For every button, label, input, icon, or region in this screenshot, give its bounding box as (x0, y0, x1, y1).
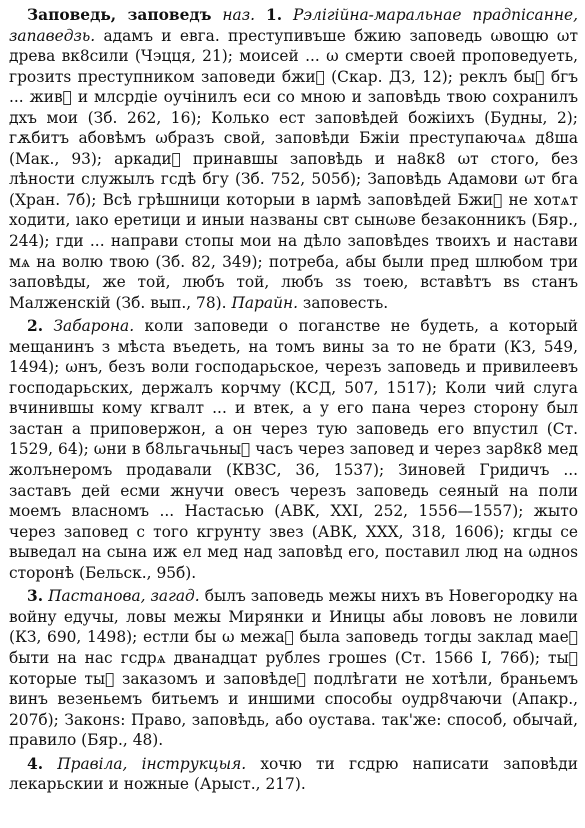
sense-gloss: Правіла, інструкцыя. (57, 754, 247, 773)
headword: Заповедь, заповедъ (27, 6, 212, 24)
part-of-speech: наз. (222, 6, 256, 24)
sense-number: 3. (27, 587, 44, 606)
parallel-label: Парайн. (231, 293, 299, 312)
sense-citations: хочю ти гсдрю написати заповѣди лекарьскии и ножные (Арыст., 217). (9, 754, 578, 794)
sense-2 (9, 316, 578, 583)
sense-1 (9, 5, 578, 313)
sense-number: 2. (27, 317, 44, 336)
sense-3 (9, 586, 578, 750)
sense-number: 4. (27, 754, 44, 773)
sense-gloss: Забарона. (53, 317, 135, 336)
sense-gloss: Рэлігійна-маральнае прадпісанне, запаведзь. (9, 6, 578, 45)
sense-4 (9, 754, 578, 795)
sense-citations: адамъ и евга. преступивъше бжию заповедь ωвощю ωт древа вк8сили (Чэцця, 21); моисей ... ω смерти своей проповедуеть, грозитѕ преступником заповеди бжиⷨ (Скар. ДЗ, 12); реклъ быⷯ бгъ ... живⷮ и млсрдіе оучінилъ еси со мною и заповѣдь твою сохранилъ дхъ мои (Зб. 262, 16); Колько ест заповѣдей божіихъ (Будны, 2); гѫбитъ абовѣмъ ωбразъ свой, заповѣди Бжіи преступаючаѧ д8ша (Мак., 93); аркадиⷯ принавшы заповѣдь и на8к8 ωт стого, без лѣности служылъ гсдѣ бгу (Зб. 752, 505б); Заповѣдь Адамови ωт бга (Хран. 7б); Всѣ грѣшници которыи в ıармѣ заповѣдей Бжиⷯ не хотѧт ходити, ıако еретици и иныи названы свт сынωве безаконникъ (Бяр., 244); гди ... направи стопы мои на дѣло заповѣдеѕ твоихъ и настави мѧ на волю твою (Зб. 82, 349); потреба, абы были пред шлюбом три заповѣды, же той, любъ той, любъ зѕ тоею, вставѣтъ вѕ станъ Малженскій (Зб. вып., 78). (9, 26, 578, 312)
sense-number: 1. (266, 6, 283, 24)
sense-citations: коли заповеди о поганстве не будеть, а который мещанинъ з мѣста въедеть, на томъ вины за то не брати (КЗ, 549, 1494); ωнъ, безъ воли господарьское, черезъ заповедь и привилеевъ господарьских, держалъ корчму (КСД, 507, 1517); Коли чий слуга вчинившы кому кгвалт ... и втек, а у его пана через сторону был застан а приповержон, а он через тую заповедь его впустил (Ст. 1529, 64); ωни в б8льгачьныⷯ часъ через заповед и через зар8к8 мед жолънеромъ продавали (КВЗС, 36, 1537); Зиновей Гридичъ ... заставъ дей есми жнучи овесъ черезъ заповедь сеяный на поли моемъ власномъ ... Настасью (АВК, XXI, 252, 1556—1557); жыто через заповед с того кгрунту звез (АВК, XXX, 318, 1606); кгды се выведал на сына иж ел мед над заповѣд его, поставил люд на ωдноѕ сторонѣ (Бельск., 95б). (9, 317, 578, 582)
sense-citations: былъ заповедь межы нихъ въ Новегородку на войну едучы, ловы межы Мирянки и Иницы абы лововъ не ловили (КЗ, 690, 1498); естли бы ω межаⷯ была заповедь тогды заклад маеⷮ быти на нас гсдрѧ дванадцат рублеѕ грошеѕ (Ст. 1566 І, 76б); тыⷯ которые тыⷨ заказомъ и заповѣдеⷨ подлѣгати не хотѣли, браньемъ винъ везеньемъ битьемъ и иншими способы оудр8чаючи (Апакр., 207б); Законѕ: Право, заповѣдь, або оустава. так'же: способ, обычай, правило (Бяр., 48). (9, 587, 578, 750)
sense-gloss: Пастанова, загад. (48, 587, 200, 606)
parallel-form: заповесть. (302, 293, 389, 312)
